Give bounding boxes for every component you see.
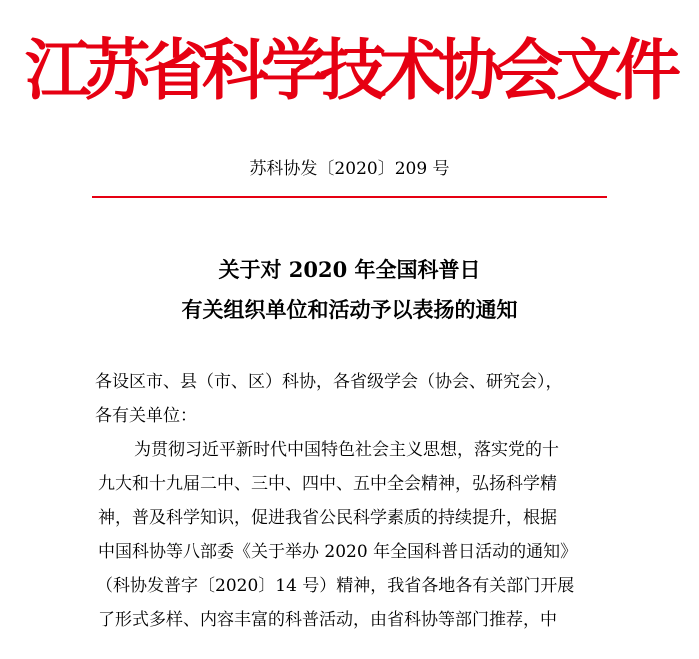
paragraph-line: （科协发普字〔2020〕14 号）精神，我省各地各有关部门开展 [96, 576, 575, 596]
red-separator-line [92, 196, 607, 198]
paragraph-line: 为贯彻习近平新时代中国特色社会主义思想，落实党的十 [134, 440, 559, 460]
notice-title-line-1: 关于对 2020 年全国科普日 [218, 257, 481, 282]
paragraph-line: 了形式多样、内容丰富的科普活动，由省科协等部门推荐，中 [98, 610, 557, 630]
paragraph-line: 九大和十九届二中、三中、四中、五中全会精神，弘扬科学精 [98, 474, 557, 494]
salutation-line-1: 各设区市、县（市、区）科协，各省级学会（协会、研究会）， [95, 372, 563, 392]
document-number: 苏科协发〔2020〕209 号 [249, 159, 450, 179]
notice-title-line-2: 有关组织单位和活动予以表扬的通知 [181, 297, 518, 322]
paragraph-line: 神，普及科学知识，促进我省公民科学素质的持续提升，根据 [98, 508, 557, 528]
salutation-line-2: 各有关单位： [95, 406, 197, 426]
red-header-title: 江苏省科学技术协会文件 [25, 31, 674, 109]
paragraph-line: 中国科协等八部委《关于举办 2020 年全国科普日活动的通知》 [98, 542, 578, 562]
